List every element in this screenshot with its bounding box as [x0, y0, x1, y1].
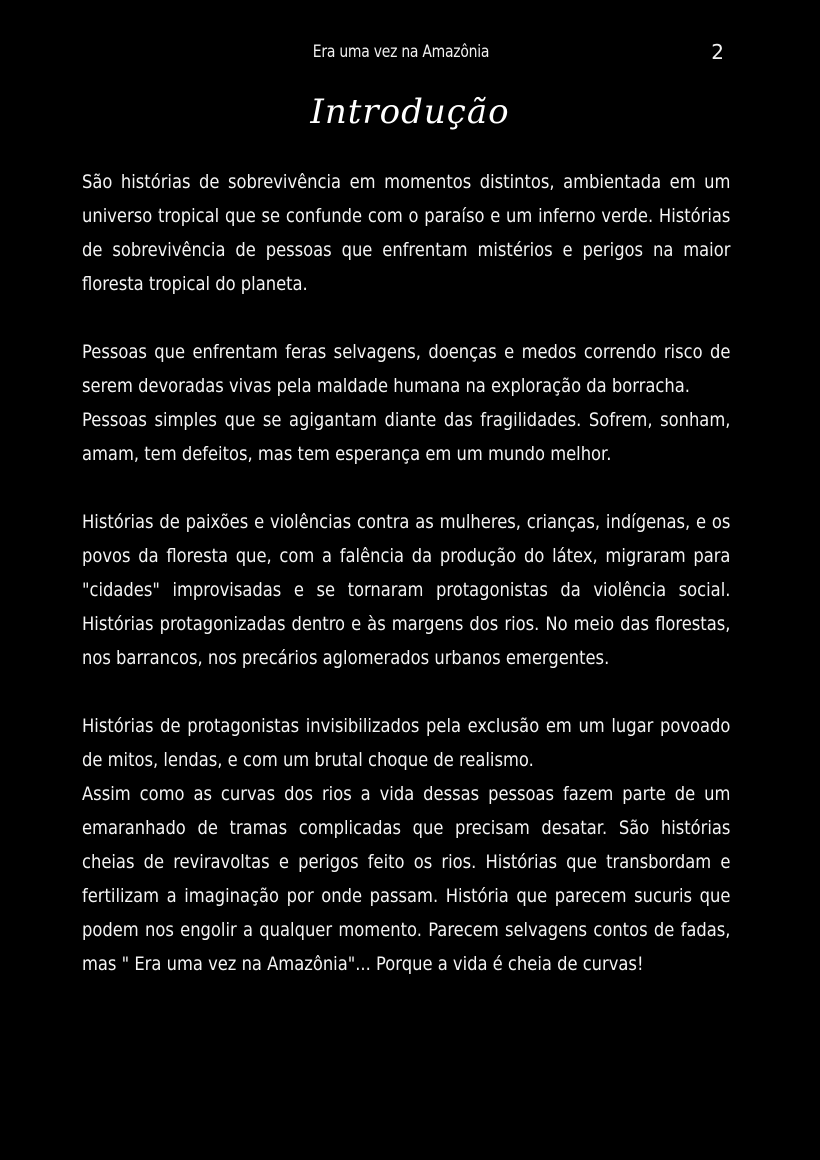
text-line: floresta tropical do planeta.: [82, 273, 308, 295]
chapter-title: Introdução: [310, 92, 510, 132]
running-header: [0, 42, 820, 70]
text-line: "cidades" improvisadas e se tornaram protagonistas da violência social.: [82, 579, 731, 601]
paragraph-4: [82, 709, 730, 981]
text-line: amam, tem defeitos, mas tem esperança em um mundo melhor.: [82, 443, 612, 465]
page-number: 2: [711, 40, 724, 64]
text-line: universo tropical que se confunde com o paraíso e um inferno verde. Histórias: [82, 205, 731, 227]
text-line: serem devoradas vivas pela maldade humana na exploração da borracha.: [82, 375, 690, 397]
text-line: Pessoas simples que se agigantam diante das fragilidades. Sofrem, sonham,: [82, 409, 731, 431]
text-line: mas " Era uma vez na Amazônia"... Porque a vida é cheia de curvas!: [82, 953, 644, 975]
body-text: [82, 165, 730, 1015]
text-line: povos da floresta que, com a falência da produção do látex, migraram para: [82, 545, 731, 567]
paragraph-2: [82, 335, 730, 471]
text-line: Pessoas que enfrentam feras selvagens, doenças e medos correndo risco de: [82, 341, 731, 363]
paragraph-3: [82, 505, 730, 675]
text-line: podem nos engolir a qualquer momento. Parecem selvagens contos de fadas,: [82, 919, 731, 941]
text-line: cheias de reviravoltas e perigos feito os rios. Histórias que transbordam e: [82, 851, 731, 873]
text-line: de mitos, lendas, e com um brutal choque de realismo.: [82, 749, 534, 771]
text-line: nos barrancos, nos precários aglomerados urbanos emergentes.: [82, 647, 610, 669]
book-title: Era uma vez na Amazônia: [312, 42, 490, 62]
text-line: Assim como as curvas dos rios a vida dessas pessoas fazem parte de um: [82, 783, 731, 805]
text-line: Histórias de paixões e violências contra as mulheres, crianças, indígenas, e os: [82, 511, 731, 533]
text-line: emaranhado de tramas complicadas que precisam desatar. São histórias: [82, 817, 731, 839]
text-line: Histórias de protagonistas invisibilizados pela exclusão em um lugar povoado: [82, 715, 731, 737]
paragraph-1: [82, 165, 730, 301]
text-line: Histórias protagonizadas dentro e às margens dos rios. No meio das florestas,: [82, 613, 731, 635]
text-line: São histórias de sobrevivência em momentos distintos, ambientada em um: [82, 171, 731, 193]
text-line: fertilizam a imaginação por onde passam. História que parecem sucuris que: [82, 885, 731, 907]
text-line: de sobrevivência de pessoas que enfrentam mistérios e perigos na maior: [82, 239, 731, 261]
